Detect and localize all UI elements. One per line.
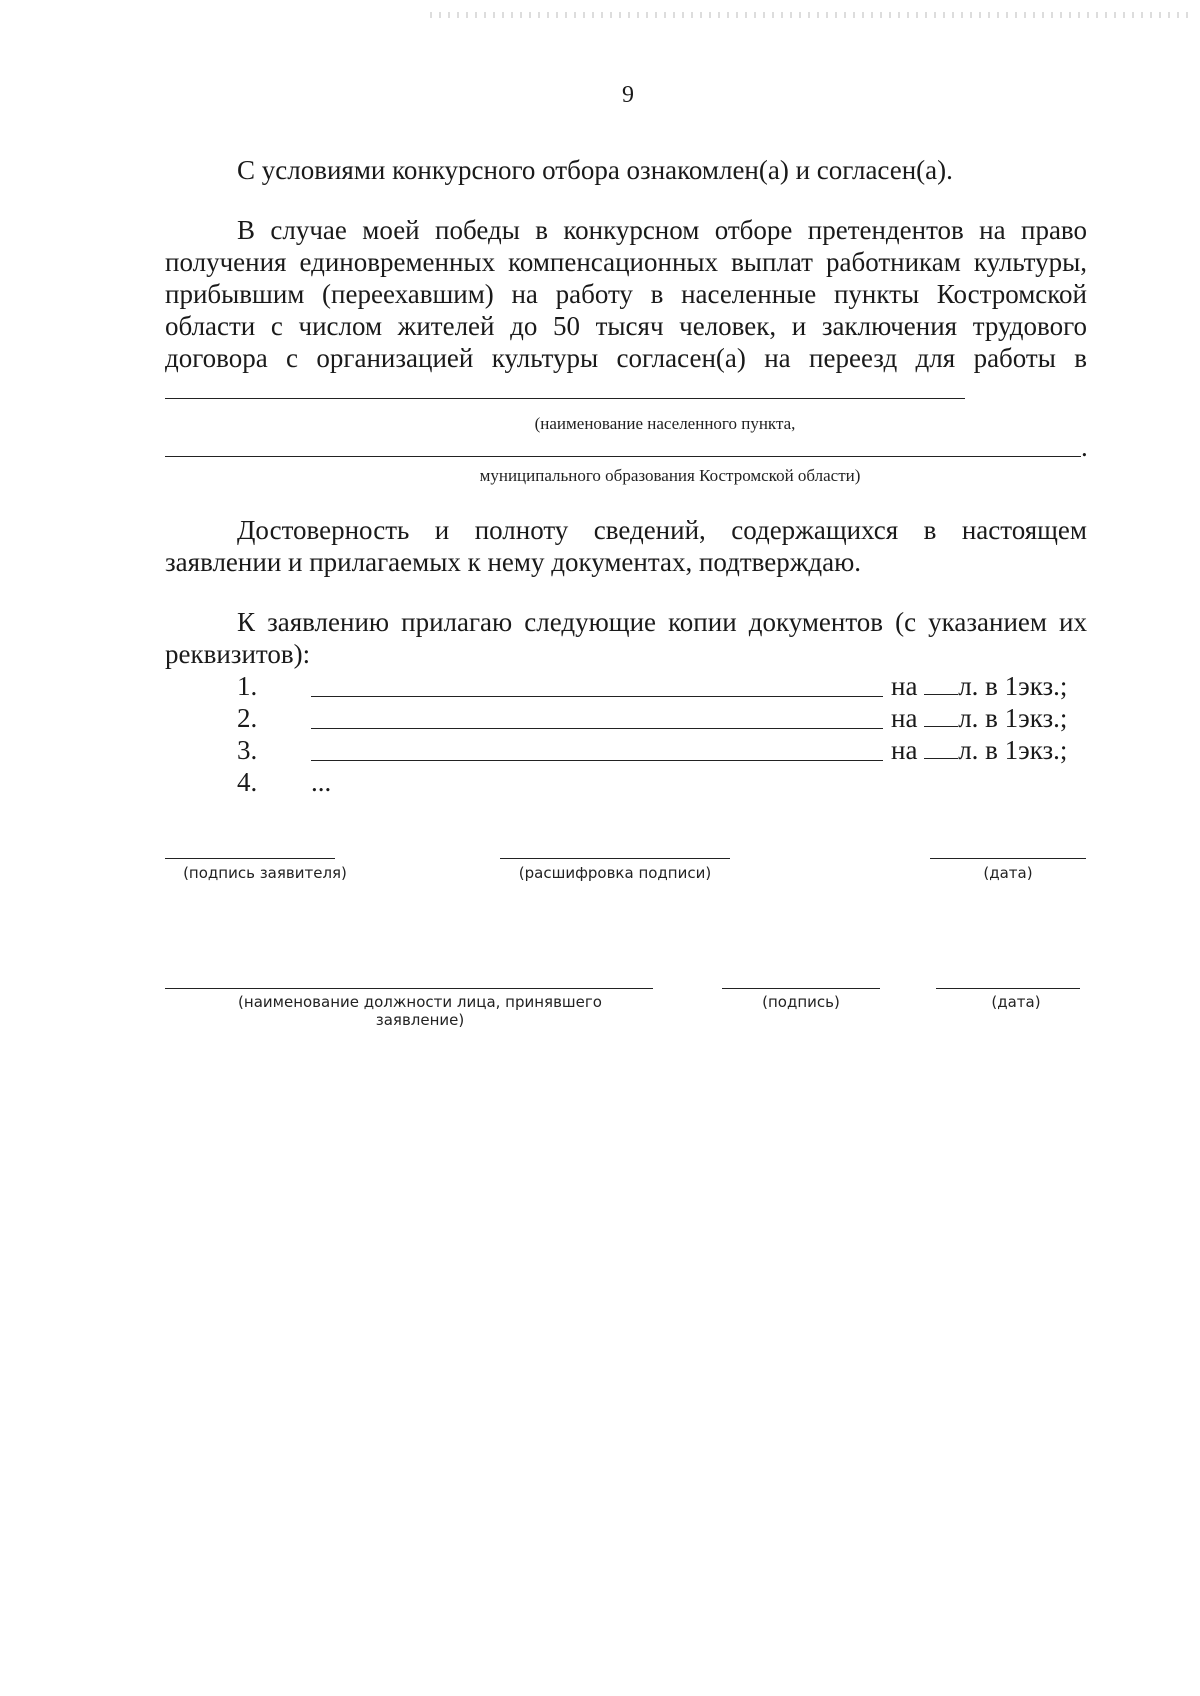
page-number: 9	[622, 82, 634, 108]
official-signature-caption: (подпись)	[762, 993, 840, 1011]
pages-prefix: на	[891, 671, 918, 701]
list-item-number: 2.	[237, 703, 258, 733]
agreement-text: С условиями конкурсного отбора ознакомлен(а) и согласен(а).	[237, 155, 953, 185]
attachments-paragraph	[165, 606, 1087, 670]
applicant-date-caption: (дата)	[983, 864, 1033, 882]
pages-blank	[924, 674, 958, 695]
list-item-tail	[891, 670, 1067, 702]
official-signature-line	[722, 988, 880, 989]
applicant-signature-caption: (подпись заявителя)	[183, 864, 347, 882]
municipality-caption: муниципального образования Костромской области)	[479, 466, 861, 485]
agreement-paragraph	[165, 154, 1087, 186]
document-blank-line	[311, 760, 883, 761]
official-date-caption: (дата)	[991, 993, 1041, 1011]
pages-blank	[924, 738, 958, 759]
attachments-text: К заявлению прилагаю следующие копии документов (с указанием их реквизитов):	[165, 607, 1087, 669]
relocation-paragraph	[165, 214, 1087, 406]
official-date-line	[936, 988, 1080, 989]
pages-blank	[924, 706, 958, 727]
list-item	[165, 734, 1087, 766]
pages-suffix: л. в 1экз.;	[958, 703, 1068, 733]
confirmation-text: Достоверность и полноту сведений, содержащихся в настоящем заявлении и прилагаемых к нему документах, подтверждаю.	[165, 515, 1087, 577]
pages-prefix: на	[891, 703, 918, 733]
list-item	[165, 702, 1087, 734]
pages-suffix: л. в 1экз.;	[958, 735, 1068, 765]
settlement-blank-line	[165, 398, 965, 399]
list-item-number: 1.	[237, 671, 258, 701]
list-item-tail	[891, 734, 1067, 766]
pages-prefix: на	[891, 735, 918, 765]
list-item	[165, 766, 1087, 798]
list-item-number: 4.	[237, 767, 258, 797]
confirmation-paragraph	[165, 514, 1087, 578]
list-item-ellipsis: ...	[311, 767, 332, 797]
position-name-caption: (наименование должности лица, принявшего заявление)	[238, 993, 602, 1029]
relocation-text: В случае моей победы в конкурсном отборе претендентов на право получения единовременных компенсационных выплат работникам культуры, прибывшим (переехавшим) на работу в населенные пункты Костромской области с числом жителей до 50 тысяч человек, и заключения трудового договора с организацией культуры согласен(а) на переезд для работы в	[165, 215, 1087, 373]
applicant-date-line	[930, 858, 1086, 859]
list-item-tail	[891, 702, 1067, 734]
position-name-line	[165, 988, 653, 989]
settlement-caption: (наименование населенного пункта,	[534, 414, 796, 433]
municipality-blank-line	[165, 456, 1081, 457]
document-blank-line	[311, 696, 883, 697]
signature-decoding-caption: (расшифровка подписи)	[518, 864, 712, 882]
signature-decoding-line	[500, 858, 730, 859]
applicant-signature-line	[165, 858, 335, 859]
list-item	[165, 670, 1087, 702]
period-mark: .	[1081, 432, 1088, 462]
scan-artifact	[430, 12, 1190, 18]
document-blank-line	[311, 728, 883, 729]
list-item-number: 3.	[237, 735, 258, 765]
pages-suffix: л. в 1экз.;	[958, 671, 1068, 701]
